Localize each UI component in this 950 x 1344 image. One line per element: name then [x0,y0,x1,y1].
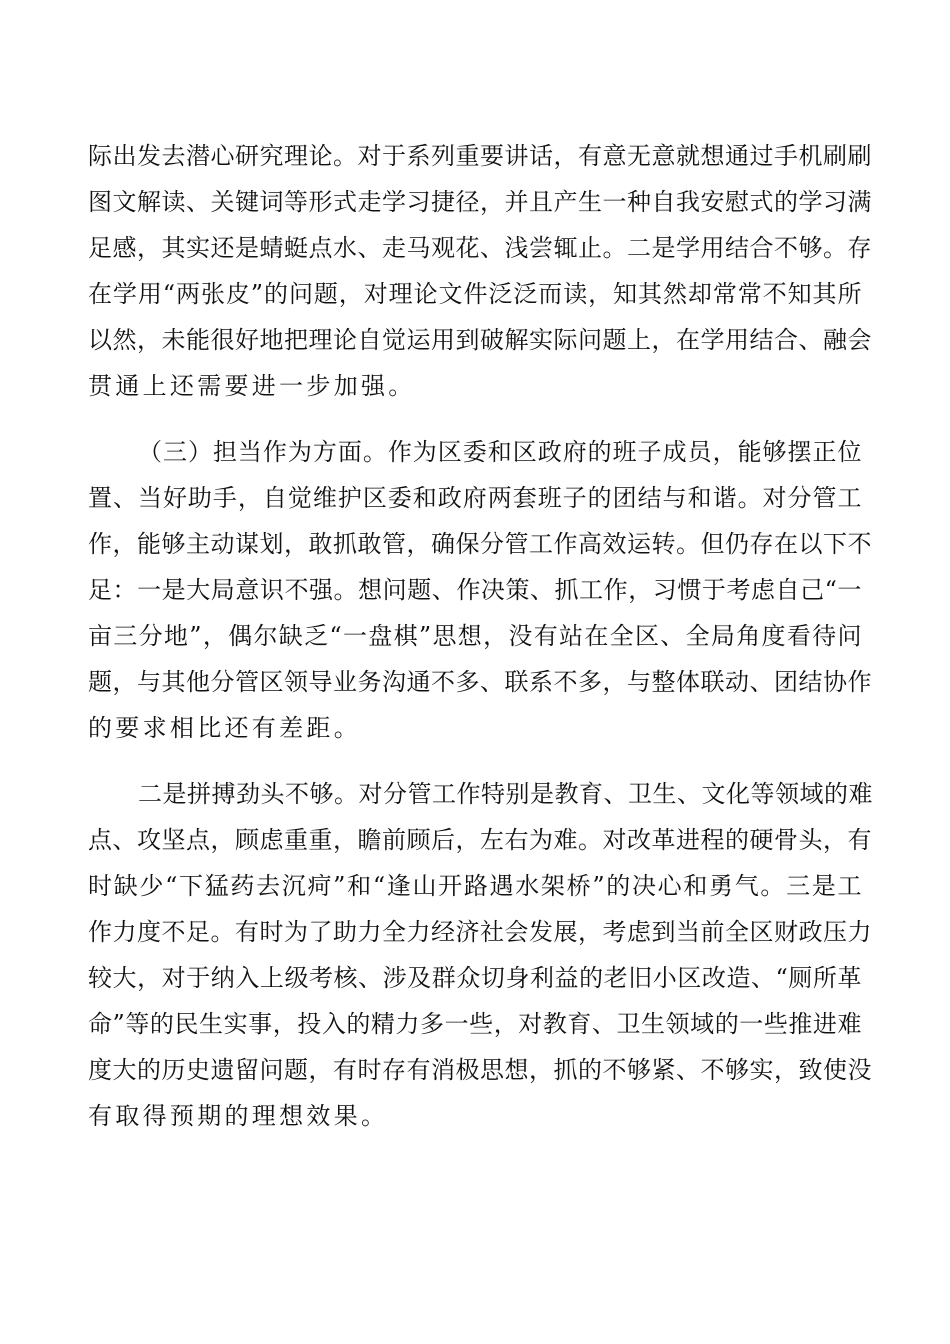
paragraph-2-line-1: （三）担当作为方面。作为区委和区政府的班子成员，能够摆正位 [138,438,862,466]
paragraph-2-line-7: 的要求相比还有差距。 [88,714,361,742]
paragraph-1-line-4: 在学用“两张皮”的问题，对理论文件泛泛而读，知其然却常常不知其所 [88,280,862,308]
paragraph-2-line-6: 题，与其他分管区领导业务沟通不多、联系不多，与整体联动、团结协作 [88,668,872,696]
paragraph-2-line-3: 作，能够主动谋划，敢抓敢管，确保分管工作高效运转。但仍存在以下不 [88,530,872,558]
paragraph-1-line-1: 际出发去潜心研究理论。对于系列重要讲话，有意无意就想通过手机刷刷 [88,142,872,170]
paragraph-3-line-3: 时缺少“下猛药去沉疴”和“逢山开路遇水架桥”的决心和勇气。三是工 [88,872,862,900]
paragraph-3-line-1: 二是拼搏劲头不够。对分管工作特别是教育、卫生、文化等领域的难 [138,780,873,808]
paragraph-1-line-6: 贯通上还需要进一步加强。 [88,372,416,400]
paragraph-1-line-2: 图文解读、关键词等形式走学习捷径，并且产生一种自我安慰式的学习满 [88,188,872,216]
paragraph-3-line-8: 有取得预期的理想效果。 [88,1102,389,1130]
paragraph-3-line-4: 作力度不足。有时为了助力全力经济社会发展，考虑到当前全区财政压力 [88,918,872,946]
paragraph-3-line-5: 较大，对于纳入上级考核、涉及群众切身利益的老旧小区改造、“厕所革 [88,964,862,992]
paragraph-3-line-2: 点、攻坚点，顾虑重重，瞻前顾后，左右为难。对改革进程的硬骨头，有 [88,826,872,854]
paragraph-1-line-5: 以然，未能很好地把理论自觉运用到破解实际问题上，在学用结合、融会 [88,326,872,354]
paragraph-3-line-7: 度大的历史遗留问题，有时存有消极思想，抓的不够紧、不够实，致使没 [88,1056,872,1084]
paragraph-2-line-5: 亩三分地”，偶尔缺乏“一盘棋”思想，没有站在全区、全局角度看待问 [88,622,862,650]
paragraph-3-line-6: 命”等的民生实事，投入的精力多一些，对教育、卫生领域的一些推进难 [88,1010,862,1038]
paragraph-2-line-4: 足：一是大局意识不强。想问题、作决策、抓工作，习惯于考虑自己“一 [88,576,862,604]
paragraph-1-line-3: 足感，其实还是蜻蜓点水、走马观花、浅尝辄止。二是学用结合不够。存 [88,234,872,262]
paragraph-2-line-2: 置、当好助手，自觉维护区委和政府两套班子的团结与和谐。对分管工 [88,484,862,512]
